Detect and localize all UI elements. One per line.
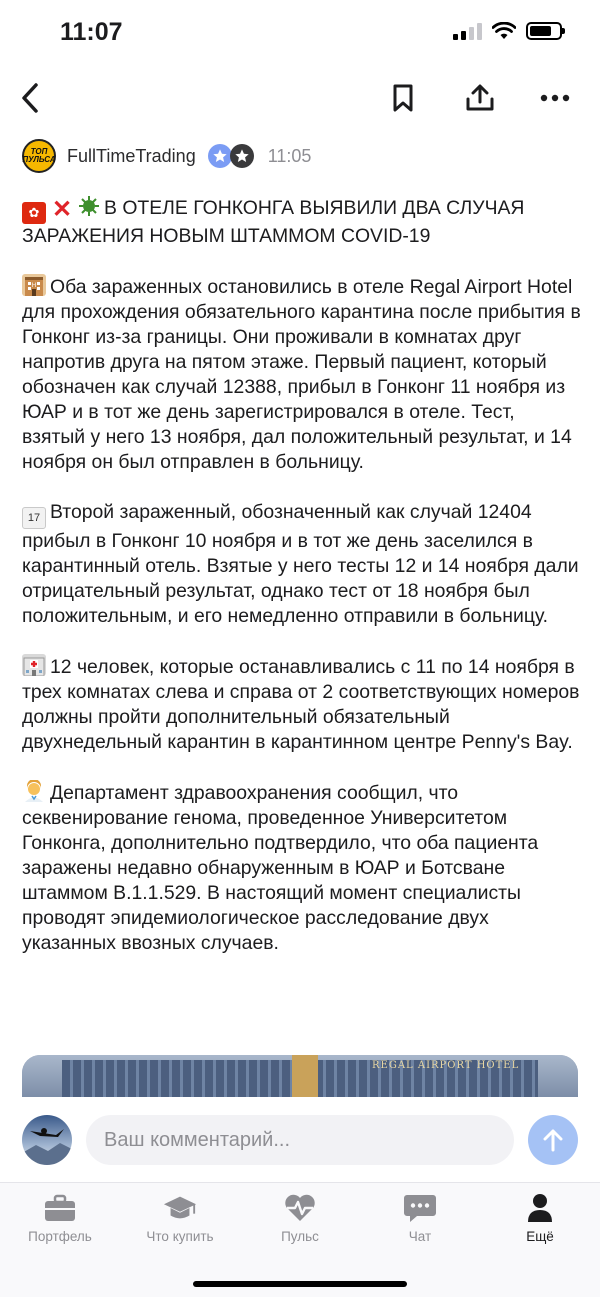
author-badges [208,144,254,168]
wifi-icon [492,22,516,40]
post-headline: В ОТЕЛЕ ГОНКОНГА ВЫЯВИЛИ ДВА СЛУЧАЯ ЗАРАЖЕНИЯ НОВЫМ ШТАММОМ COVID-19 [22,197,525,247]
chevron-left-icon [20,82,40,114]
post-paragraph-3-text: 12 человек, которые останавливались с 11 по 14 ноября в трех комнатах слева и справа от 2 соответствующих номеров должны пройти дополнительный обязательный двухнедельный карантин в карантинном центре Penny's Bay. [22,656,580,753]
tab-more[interactable] [480,1191,600,1244]
post-headline-paragraph [22,195,582,249]
svg-text:H: H [31,282,37,289]
cellular-signal-icon [453,22,482,40]
more-button[interactable] [535,78,575,118]
photo-tower [292,1055,318,1097]
comment-input[interactable] [86,1115,514,1165]
status-bar [0,0,600,70]
status-icons [453,22,562,40]
graduation-cap-icon [163,1191,197,1225]
tab-label: Чат [408,1229,432,1244]
hotel-icon [22,274,46,296]
star-badge-dark-icon [230,144,254,168]
tab-label: Пульс [281,1229,319,1244]
nav-bar [0,70,600,126]
calendar-icon: 17 [22,507,46,529]
comment-bar [0,1097,600,1183]
tab-label: Ещё [526,1229,554,1244]
hospital-icon [22,654,46,676]
arrow-up-icon [542,1128,564,1152]
author-row [22,136,311,176]
post-paragraph-4 [22,780,582,956]
avatar-text-bottom: ПУЛЬСА [22,155,56,164]
tab-pulse[interactable] [240,1191,360,1244]
bookmark-button[interactable] [383,78,423,118]
chat-icon [403,1191,437,1225]
author-avatar[interactable] [22,139,56,173]
cross-mark-icon: ✕ [51,196,73,223]
avatar-text-top: ТОП [30,147,48,156]
post-paragraph-1-text: Оба зараженных остановились в отеле Regal Airport Hotel для прохождения обязательного карантина после прибытия в Гонконг из-за границы. Они проживали в комнатах друг напротив друга на пятом этаже. Первый пациент, который обозначен как случай 12388, прибыл в Гонконг 11 ноября из ЮАР и в тот же день зарегистрировался в отеле. Тест, взятый у него 13 ноября, дал положительный результат, и 14 ноября он был отправлен в больницу. [22,276,581,473]
bookmark-icon [392,84,414,112]
person-icon [523,1191,557,1225]
post-time: 11:05 [267,145,312,166]
status-time: 11:07 [60,18,123,46]
photo-hotel-sign: REGAL AIRPORT HOTEL [372,1060,520,1071]
share-button[interactable] [460,78,500,118]
hong-kong-flag-icon: ✿ [22,202,46,224]
tab-label: Что купить [146,1229,214,1244]
tab-what-to-buy[interactable] [120,1191,240,1244]
post-paragraph-2 [22,500,582,629]
share-icon [465,84,495,112]
tab-label: Портфель [28,1229,92,1244]
briefcase-icon [43,1191,77,1225]
health-worker-icon [22,780,46,802]
post-paragraph-3 [22,654,582,755]
virus-icon [78,195,100,217]
user-avatar[interactable] [22,1115,72,1165]
tab-chat[interactable] [360,1191,480,1244]
pulse-icon [283,1191,317,1225]
post-photo[interactable] [22,1055,578,1097]
battery-icon [526,22,562,40]
author-name[interactable]: FullTimeTrading [67,145,196,166]
post-paragraph-4-text: Департамент здравоохранения сообщил, что секвенирование генома, проведенное Университетом Гонконга, дополнительно подтвердило, что оба пациента заражены недавно обнаруженным в ЮАР и Ботсване штаммом B.1.1.529. В настоящий момент специалисты проводят эпидемиологическое расследование двух указанных ввозных случаев. [22,782,539,954]
tab-portfolio[interactable] [0,1191,120,1244]
back-button[interactable] [10,78,50,118]
send-button[interactable] [528,1115,578,1165]
post-body [22,195,582,981]
star-badge-icon [208,144,232,168]
home-indicator [193,1281,407,1287]
more-dots-icon [540,94,570,102]
post-paragraph-2-text: Второй зараженный, обозначенный как случай 12404 прибыл в Гонконг 10 ноября и в тот же день заселился в карантинный отель. Взятые у него тесты 12 и 14 ноября дали отрицательный результат, однако тест от 18 ноября был положительным, и его немедленно отправили в больницу. [22,501,579,627]
tab-bar [0,1183,600,1297]
post-paragraph-1 [22,274,582,475]
